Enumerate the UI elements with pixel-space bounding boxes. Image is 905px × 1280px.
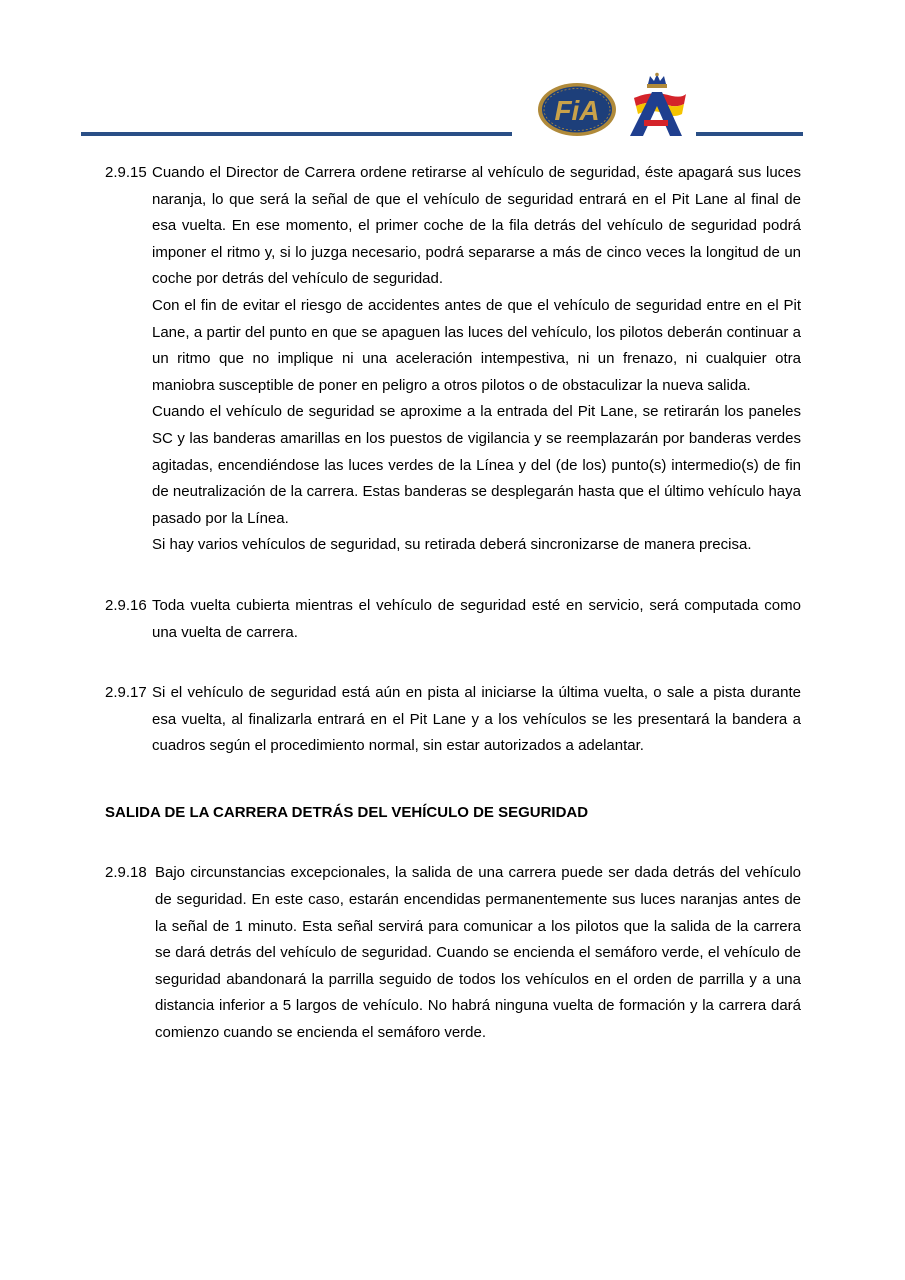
article-2-9-15 — [105, 160, 801, 559]
article-2-9-18 — [105, 860, 801, 1046]
svg-text:FiA: FiA — [554, 95, 600, 126]
paragraph: Bajo circunstancias excepcionales, la salida de una carrera puede ser dada detrás del vehículo de seguridad. En este caso, estarán encendidas permanentemente sus luces naranjas antes de la señal de 1 minuto. Esta señal servirá para comunicar a los pilotos que la salida de la carrera se dará detrás del vehículo de seguridad. Cuando se encienda el semáforo verde, el vehículo de seguridad abandonará la parrilla seguido de todos los vehículos en el orden de parrilla y a una distancia inferior a 5 largos de vehículo. No habrá ninguna vuelta de formación y la carrera dará comienzo cuando se encienda el semáforo verde. — [155, 864, 801, 1042]
header-rule-right — [696, 132, 803, 136]
article-number: 2.9.16 — [105, 596, 147, 614]
paragraph: Con el fin de evitar el riesgo de accidentes antes de que el vehículo de seguridad entre en el Pit Lane, a partir del punto en que se apaguen las luces del vehículo, los pilotos deberán continuar a un ritmo que no implique ni una aceleración intempestiva, ni un frenazo, ni cualquier otra maniobra susceptible de poner en peligro a otros pilotos o de obstaculizar la nueva salida. — [152, 296, 801, 394]
document-body — [105, 160, 801, 1047]
paragraph: Cuando el vehículo de seguridad se aproxime a la entrada del Pit Lane, se retirarán los paneles SC y las banderas amarillas en los puestos de vigilancia y se reemplazarán por banderas verdes agitadas, encendiéndose las luces verdes de la Línea y del (de los) punto(s) intermedio(s) de fin de neutralización de la carrera. Estas banderas se desplegarán hasta que el último vehículo haya pasado por la Línea. — [152, 403, 801, 527]
article-number: 2.9.17 — [105, 684, 147, 702]
page-header — [0, 0, 905, 145]
section-heading: SALIDA DE LA CARRERA DETRÁS DEL VEHÍCULO DE SEGURIDAD — [105, 803, 589, 821]
article-number: 2.9.15 — [105, 164, 147, 181]
header-rule-left — [81, 132, 512, 136]
paragraph: Si el vehículo de seguridad está aún en pista al iniciarse la última vuelta, o sale a pista durante esa vuelta, al finalizarla entrará en el Pit Lane y a los vehículos se les presentará la bandera a cuadros según el procedimiento normal, sin estar autorizados a adelantar. — [152, 684, 801, 755]
rfea-logo — [626, 72, 688, 138]
paragraph: Cuando el Director de Carrera ordene retirarse al vehículo de seguridad, éste apagará sus luces naranja, lo que será la señal de que el vehículo de seguridad entrará en el Pit Lane al final de esa vuelta. En ese momento, el primer coche de la fila detrás del vehículo de seguridad podrá imponer el ritmo y, si lo juzga necesario, podrá separarse a más de cinco veces la longitud de un coche por detrás del vehículo de seguridad. — [152, 164, 801, 288]
article-2-9-17 — [105, 680, 801, 760]
fia-logo — [537, 82, 617, 137]
paragraph: Toda vuelta cubierta mientras el vehículo de seguridad esté en servicio, será computada como una vuelta de carrera. — [152, 596, 801, 641]
article-number: 2.9.18 — [105, 864, 147, 882]
paragraph: Si hay varios vehículos de seguridad, su retirada deberá sincronizarse de manera precisa. — [152, 536, 752, 554]
article-2-9-16 — [105, 593, 801, 646]
